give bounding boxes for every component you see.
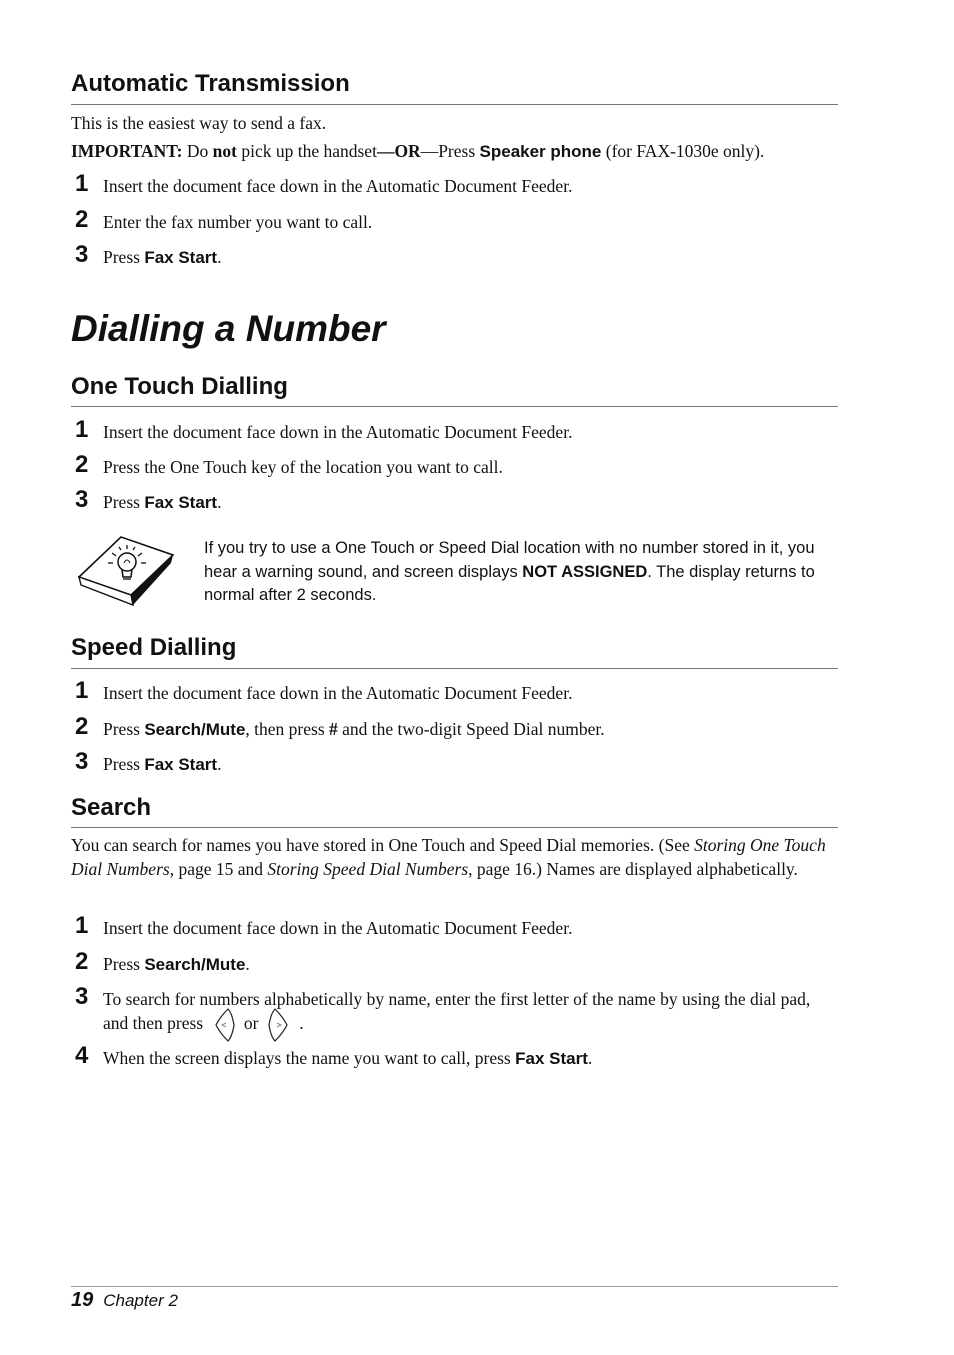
page-footer <box>71 1289 178 1312</box>
step-text: Insert the document face down in the Automatic Document Feeder. <box>103 422 573 442</box>
key-speaker-phone: Speaker phone <box>479 142 602 161</box>
note-text: If you try to use a One Touch or Speed Dial location with no number stored in it, you hear a warning sound, and screen displays NOT ASSIGNED. The display returns to normal after 2 seconds. <box>204 539 815 604</box>
lightbulb-note-icon <box>75 535 177 609</box>
heading-speed-dialling: Speed Dialling <box>71 634 237 661</box>
step-number: 1 <box>75 170 89 197</box>
step-text: To search for numbers alphabetically by name, enter the first letter of the name by using the dial pad, and then press or . <box>103 987 839 1035</box>
step-number: 2 <box>75 451 89 478</box>
search-intro-paragraph: You can search for names you have stored in One Touch and Speed Dial memories. (See Storing One Touch Dial Numbers, page 15 and Storing Speed Dial Numbers, page 16.) Names are displayed alphabetically. <box>71 835 826 879</box>
step-number: 4 <box>75 1042 89 1069</box>
ref-storing-speed-dial: Storing Speed Dial Numbers <box>267 859 469 879</box>
step-text: Press Fax Start. <box>103 754 222 774</box>
page-number: 19 <box>71 1289 94 1311</box>
key-hash: # <box>329 719 338 739</box>
step-text: Enter the fax number you want to call. <box>103 212 373 232</box>
step-number: 2 <box>75 713 89 740</box>
key-search-mute: Search/Mute <box>144 955 246 974</box>
step-text: Insert the document face down in the Automatic Document Feeder. <box>103 683 573 703</box>
intro-paragraph: This is the easiest way to send a fax. <box>71 113 327 133</box>
step-text: Press Search/Mute. <box>103 954 250 974</box>
step-text: Insert the document face down in the Automatic Document Feeder. <box>103 918 573 938</box>
step-text: When the screen displays the name you want to call, press Fax Start. <box>103 1048 593 1068</box>
step-text: Insert the document face down in the Automatic Document Feeder. <box>103 176 573 196</box>
step-number: 1 <box>75 677 89 704</box>
heading-rule <box>71 827 838 828</box>
heading-rule <box>71 104 838 105</box>
step-number: 3 <box>75 241 89 268</box>
step-text: Press Fax Start. <box>103 247 222 267</box>
step-number: 3 <box>75 748 89 775</box>
heading-automatic-transmission: Automatic Transmission <box>71 70 350 97</box>
important-paragraph: IMPORTANT: Do not pick up the handset—OR—Press Speaker phone (for FAX-1030e only). <box>71 141 765 161</box>
key-fax-start: Fax Start <box>144 248 218 267</box>
step-number: 2 <box>75 206 89 233</box>
heading-one-touch-dialling: One Touch Dialling <box>71 373 288 400</box>
key-fax-start: Fax Start <box>144 493 218 512</box>
step-text: Press Search/Mute, then press # and the two-digit Speed Dial number. <box>103 719 605 739</box>
ref-storing-one-touch: Storing One Touch Dial Numbers <box>71 835 826 879</box>
key-fax-start: Fax Start <box>515 1049 588 1068</box>
step-number: 1 <box>75 912 89 939</box>
heading-rule <box>71 668 838 669</box>
step-text: Press Fax Start. <box>103 492 222 512</box>
right-arrow-key-icon <box>267 1007 291 1043</box>
step-number: 3 <box>75 486 89 513</box>
step-text: Press the One Touch key of the location you want to call. <box>103 457 503 477</box>
display-message: NOT ASSIGNED <box>522 562 648 581</box>
heading-rule <box>71 406 838 407</box>
step-number: 2 <box>75 948 89 975</box>
step-number: 1 <box>75 416 89 443</box>
key-fax-start: Fax Start <box>144 755 218 774</box>
left-arrow-key-icon <box>212 1007 236 1043</box>
key-search-mute: Search/Mute <box>144 720 246 739</box>
important-label: IMPORTANT: <box>71 141 183 161</box>
heading-search: Search <box>71 794 152 821</box>
chapter-label: Chapter 2 <box>103 1291 178 1310</box>
footer-rule <box>71 1286 838 1287</box>
chapter-title: Dialling a Number <box>71 308 386 349</box>
step-number: 3 <box>75 983 89 1010</box>
